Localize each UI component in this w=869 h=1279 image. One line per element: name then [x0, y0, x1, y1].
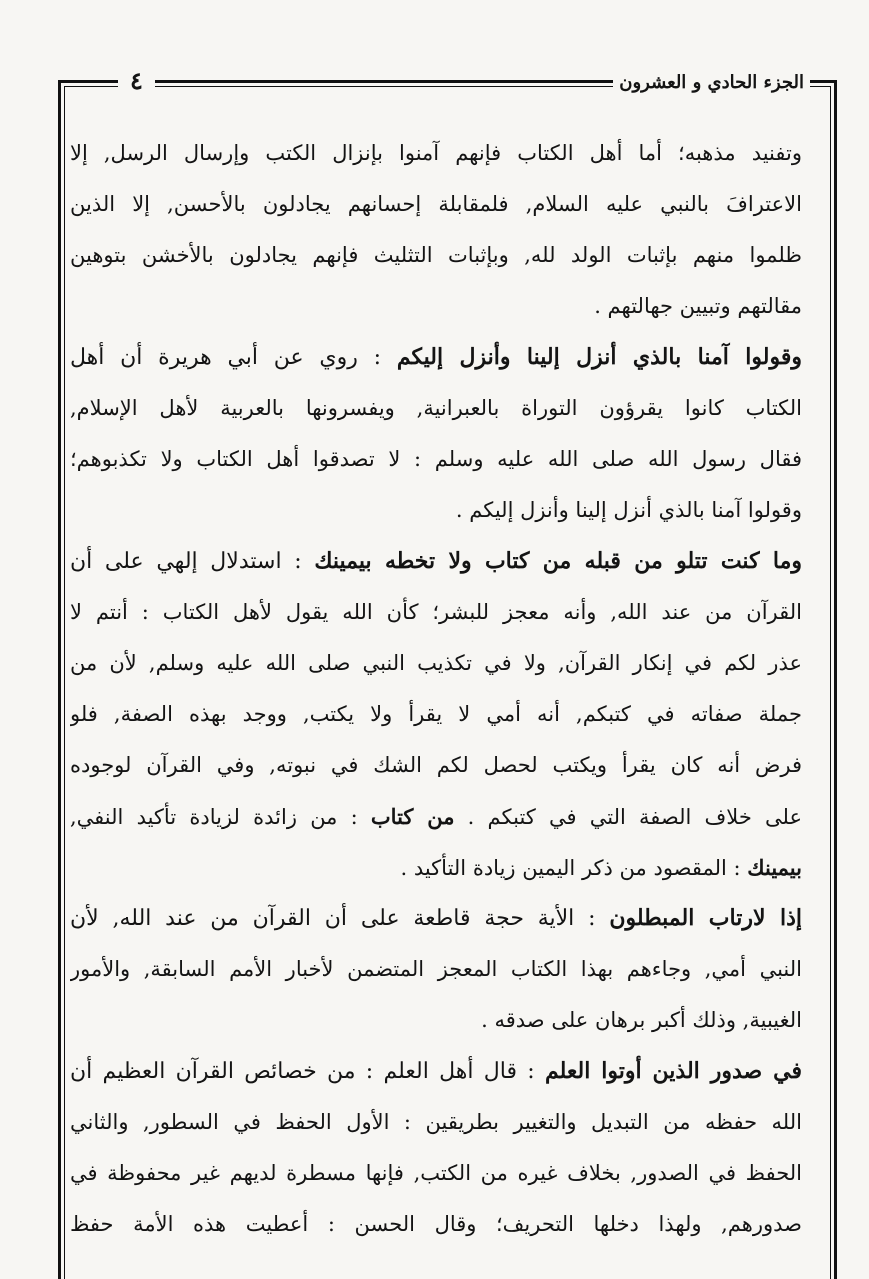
text-line — [70, 995, 802, 1046]
text-line — [70, 944, 802, 995]
text-run: جملة صفاته في كتبكم, أنه أمي لا يقرأ ولا يكتب, ووجد بهذه الصفة, فلو — [70, 702, 802, 726]
text-line — [70, 485, 802, 536]
text-run: عذر لكم في إنكار القرآن, ولا في تكذيب النبي صلى الله عليه وسلم, لأن من — [70, 651, 802, 675]
text-run: النبي أمي, وجاءهم بهذا الكتاب المعجز المتضمن لأخبار الأمم السابقة, والأمور — [70, 957, 802, 981]
text-line — [70, 842, 802, 893]
text-line — [70, 791, 802, 842]
text-run: الغيبية, وذلك أكبر برهان على صدقه . — [481, 1008, 802, 1032]
text-run: وقولوا آمنا بالذي أنزل إلينا وأنزل إليكم . — [455, 498, 802, 522]
text-line — [70, 1148, 802, 1199]
text-run: الحفظ في الصدور, بخلاف غيره من الكتب, فإنها مسطرة لديهم غير محفوظة في — [70, 1161, 802, 1185]
running-header-title: الجزء الحادي و العشرون — [613, 70, 810, 96]
text-run: : المقصود من ذكر اليمين زيادة التأكيد . — [400, 856, 748, 880]
page-number: ٤ — [118, 66, 155, 96]
text-run: : من زائدة لزيادة تأكيد النفي, — [70, 805, 371, 829]
text-run: صدورهم, ولهذا دخلها التحريف؛ وقال الحسن : أعطيت هذه الأمة حفظ — [70, 1212, 802, 1236]
text-line — [70, 128, 802, 179]
text-line — [70, 1097, 802, 1148]
text-line — [70, 536, 802, 587]
text-line — [70, 1199, 802, 1250]
bold-phrase: وما كنت تتلو من قبله من كتاب ولا تخطه بيمينك — [314, 548, 802, 574]
text-line — [70, 1046, 802, 1097]
text-line — [70, 893, 802, 944]
text-run: الكتاب كانوا يقرؤون التوراة بالعبرانية, ويفسرونها بالعربية لأهل الإسلام, — [70, 396, 802, 420]
text-run: الله حفظه من التبديل والتغيير بطريقين : الأول الحفظ في السطور, والثاني — [70, 1110, 802, 1134]
text-line — [70, 689, 802, 740]
text-run: : الأية حجة قاطعة على أن القرآن من عند الله, لأن — [70, 906, 610, 931]
bold-phrase: بيمينك — [747, 855, 802, 880]
text-line — [70, 587, 802, 638]
text-line — [70, 281, 802, 332]
text-line — [70, 383, 802, 434]
text-run: : قال أهل العلم : من خصائص القرآن العظيم أن — [70, 1059, 545, 1084]
text-line — [70, 638, 802, 689]
text-line — [70, 230, 802, 281]
text-line — [70, 740, 802, 791]
text-run: الاعترافَ بالنبي عليه السلام, فلمقابلة إحسانهم يجادلون بالأحسن, إلا الذين — [70, 192, 802, 216]
text-run: على خلاف الصفة التي في كتبكم . — [454, 805, 802, 829]
text-run: ظلموا منهم بإثبات الولد لله, وبإثبات التثليث فإنهم يجادلون بالأخشن بتوهين — [70, 243, 802, 267]
text-run: فقال رسول الله صلى الله عليه وسلم : لا تصدقوا أهل الكتاب ولا تكذبوهم؛ — [70, 447, 802, 471]
text-line — [70, 332, 802, 383]
bold-phrase: إذا لارتاب المبطلون — [609, 905, 802, 931]
text-run: وتفنيد مذهبه؛ أما أهل الكتاب فإنهم آمنوا بإنزال الكتب وإرسال الرسل, إلا — [70, 141, 802, 165]
text-line — [70, 179, 802, 230]
text-run: مقالتهم وتبيين جهالتهم . — [594, 294, 802, 318]
text-run: فرض أنه كان يقرأ ويكتب لحصل لكم الشك في نبوته, وفي القرآن لوجوده — [70, 753, 802, 777]
text-run: : روي عن أبي هريرة أن أهل — [70, 345, 397, 370]
body-text — [70, 128, 802, 1250]
bold-phrase: في صدور الذين أوتوا العلم — [544, 1058, 802, 1084]
text-run: : استدلال إلهي على أن — [70, 549, 315, 574]
bold-phrase: من كتاب — [370, 804, 455, 829]
running-header — [90, 66, 810, 100]
text-line — [70, 434, 802, 485]
text-run: القرآن من عند الله, وأنه معجز للبشر؛ كأن الله يقول لأهل الكتاب : أنتم لا — [70, 600, 802, 624]
bold-phrase: وقولوا آمنا بالذي أنزل إلينا وأنزل إليكم — [396, 344, 802, 370]
